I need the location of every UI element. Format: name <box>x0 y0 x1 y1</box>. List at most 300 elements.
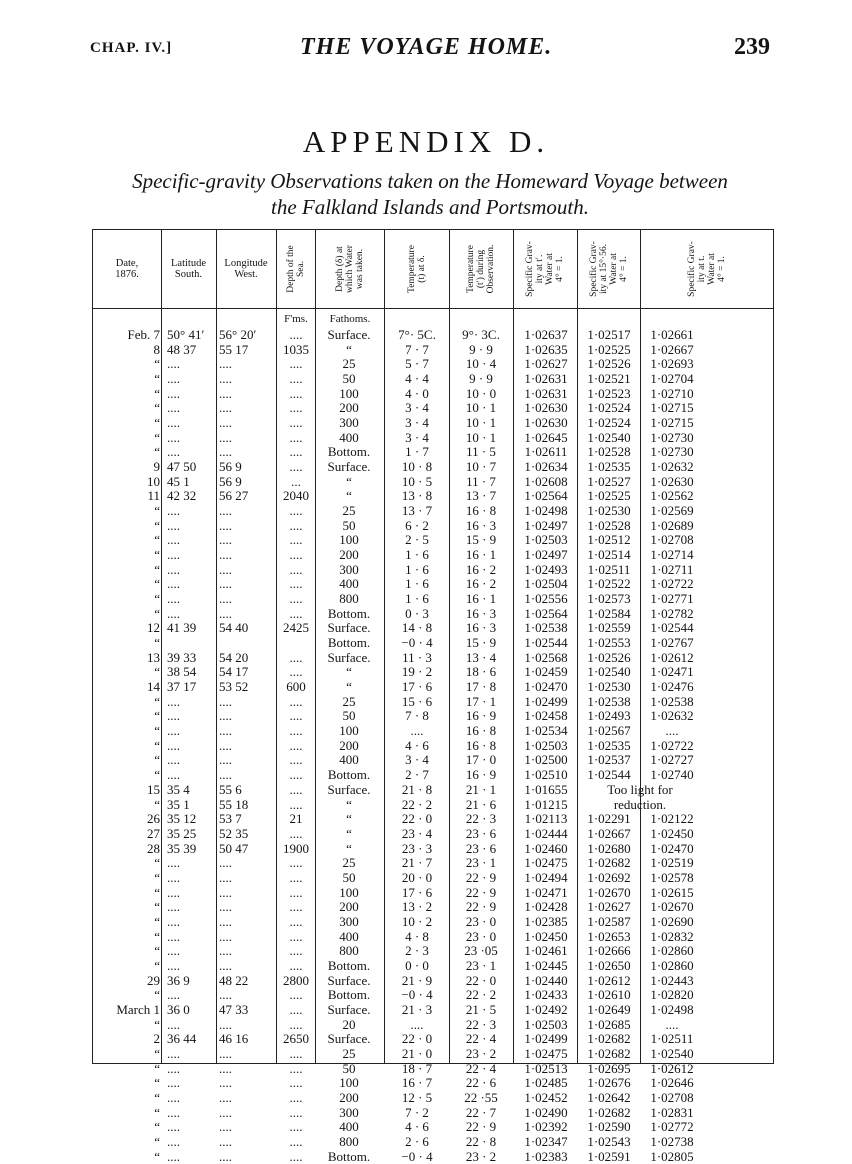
cell-longitude: 48 22 <box>219 972 249 988</box>
cell-temperature-observation: 17 · 0 <box>465 752 497 768</box>
cell-date: 26 <box>147 811 160 827</box>
cell-longitude: .... <box>219 1016 232 1032</box>
cell-sg-at-15-56: 1·02612 <box>587 972 631 988</box>
cell-sea-depth: .... <box>289 429 303 445</box>
cell-latitude: .... <box>167 855 180 871</box>
cell-temperature: 7°· 5C. <box>398 327 436 342</box>
cell-longitude: 54 20 <box>219 649 249 665</box>
cell-latitude: .... <box>167 869 180 885</box>
cell-latitude: 39 33 <box>167 649 197 665</box>
cell-water-depth: 400 <box>339 576 359 592</box>
cell-sg-at-15-56: 1·02521 <box>587 371 631 387</box>
cell-water-depth: “ <box>346 811 352 827</box>
cell-sg-at-15-56: 1·02584 <box>587 605 631 621</box>
header-water-depth <box>315 230 384 308</box>
cell-sea-depth: 2040 <box>283 488 309 504</box>
cell-water-depth: 100 <box>339 884 359 900</box>
cell-temperature: 7 · 2 <box>405 1104 429 1120</box>
cell-temperature: 21 · 0 <box>401 1045 433 1061</box>
cell-sg-at-15-56: 1·02523 <box>587 385 631 401</box>
cell-sg-at-t: 1·02689 <box>650 517 694 533</box>
cell-longitude: .... <box>219 899 232 915</box>
cell-temperature: 10 · 8 <box>401 459 433 475</box>
table-row <box>93 1150 773 1164</box>
cell-temperature: 10 · 2 <box>401 913 433 929</box>
cell-sg-at-t: 1·02710 <box>650 385 694 401</box>
cell-sea-depth: .... <box>289 327 303 342</box>
cell-sg-at-t-prime: 1·02635 <box>524 341 568 357</box>
cell-sea-depth: .... <box>289 1075 303 1091</box>
cell-date: “ <box>154 532 160 548</box>
cell-sg-at-t-prime: 1·02452 <box>524 1089 568 1105</box>
cell-sea-depth: .... <box>289 943 303 959</box>
cell-sg-at-t-prime: 1·02490 <box>524 1104 568 1120</box>
cell-sg-at-15-56: 1·02537 <box>587 752 631 768</box>
table-row <box>93 856 773 871</box>
cell-date: 11 <box>147 488 160 504</box>
cell-latitude: .... <box>167 987 180 1003</box>
cell-sg-at-15-56: 1·02682 <box>587 1031 631 1047</box>
cell-sg-at-15-56: 1·02553 <box>587 635 631 651</box>
cell-sg-at-t: 1·02569 <box>650 503 694 519</box>
cell-temperature: 4 · 8 <box>405 928 429 944</box>
cell-date: “ <box>154 356 160 372</box>
cell-temperature-observation: 23 · 2 <box>465 1148 497 1164</box>
cell-sg-at-15-56: 1·02543 <box>587 1133 631 1149</box>
cell-latitude: .... <box>167 737 180 753</box>
cell-sg-at-t-prime: 1·02499 <box>524 1031 568 1047</box>
cell-sg-at-t-prime: 1·02499 <box>524 693 568 709</box>
cell-sg-at-t-prime: 1·02608 <box>524 473 568 489</box>
cell-date: 28 <box>147 840 160 856</box>
cell-sg-at-15-56: 1·02524 <box>587 400 631 416</box>
cell-water-depth: 300 <box>339 415 359 431</box>
cell-sg-at-t-prime: 1·02113 <box>524 811 568 827</box>
cell-sg-at-t-prime: 1·02470 <box>524 679 568 695</box>
cell-sea-depth: .... <box>289 1133 303 1149</box>
cell-date: 29 <box>147 972 160 988</box>
table-row <box>93 930 773 945</box>
cell-sg-at-t: 1·02612 <box>650 649 694 665</box>
cell-sea-depth: .... <box>289 605 303 621</box>
cell-sg-at-t: 1·02538 <box>650 693 694 709</box>
cell-temperature-observation: 17 · 1 <box>465 693 497 709</box>
cell-sg-at-t: 1·02498 <box>650 1001 694 1017</box>
cell-latitude: 41 39 <box>167 620 197 636</box>
cell-sg-at-15-56: 1·02692 <box>587 869 631 885</box>
cell-date: 12 <box>147 620 160 636</box>
cell-temperature: 2 · 5 <box>405 532 429 548</box>
table-row <box>93 944 773 959</box>
cell-sea-depth: .... <box>289 532 303 548</box>
header-sea-depth-text: Depth of the Sea. <box>285 245 306 293</box>
cell-temperature: −0 · 4 <box>401 987 433 1003</box>
cell-sg-at-t: 1·02511 <box>650 1031 694 1047</box>
cell-sea-depth: .... <box>289 649 303 665</box>
cell-date: “ <box>154 1045 160 1061</box>
cell-longitude: .... <box>219 987 232 1003</box>
cell-longitude: 52 35 <box>219 825 249 841</box>
header-sg-at-15-56-text: Specific Grav- ity at 15°·56. Water at 4° = 1. <box>588 241 629 297</box>
cell-temperature: 1 · 6 <box>405 561 429 577</box>
table-body <box>93 328 773 1164</box>
cell-longitude: .... <box>219 723 232 739</box>
cell-temperature-observation: 10 · 4 <box>465 356 497 372</box>
cell-water-depth: “ <box>346 488 352 504</box>
cell-latitude: .... <box>167 605 180 621</box>
cell-longitude: .... <box>219 400 232 416</box>
cell-latitude: .... <box>167 444 180 460</box>
cell-date: Feb. 7 <box>127 327 160 342</box>
cell-sg-at-t-prime: 1·02440 <box>524 972 568 988</box>
cell-sg-at-15-56: 1·02649 <box>587 1001 631 1017</box>
cell-date: 8 <box>153 341 160 357</box>
cell-temperature-observation: 10 · 1 <box>465 400 497 416</box>
cell-latitude: .... <box>167 576 180 592</box>
cell-latitude: .... <box>167 899 180 915</box>
cell-sg-at-15-56: 1·02535 <box>587 459 631 475</box>
cell-sea-depth: .... <box>289 400 303 416</box>
cell-temperature-observation: 21 · 6 <box>465 796 497 812</box>
cell-sg-at-15-56: 1·02512 <box>587 532 631 548</box>
cell-sg-at-t-prime: 1·02556 <box>524 591 568 607</box>
cell-latitude: .... <box>167 1089 180 1105</box>
cell-longitude: .... <box>219 532 232 548</box>
cell-temperature-observation: 23 ·05 <box>464 943 498 959</box>
cell-water-depth: Bottom. <box>327 605 371 621</box>
cell-sg-at-15-56: 1·02590 <box>587 1119 631 1135</box>
cell-temperature-observation: 22 · 4 <box>465 1031 497 1047</box>
cell-sg-at-t-prime: 1·02392 <box>524 1119 568 1135</box>
cell-date: 10 <box>147 473 160 489</box>
cell-water-depth: 20 <box>342 1016 356 1032</box>
cell-date: “ <box>154 752 160 768</box>
cell-date: “ <box>154 987 160 1003</box>
cell-temperature-observation: 22 · 8 <box>465 1133 497 1149</box>
cell-latitude: .... <box>167 385 180 401</box>
table-row <box>93 812 773 827</box>
cell-sg-at-15-56: 1·02680 <box>587 840 631 856</box>
cell-water-depth: 25 <box>342 356 356 372</box>
cell-date: 13 <box>147 649 160 665</box>
cell-sg-at-t-prime: 1·02385 <box>524 913 568 929</box>
cell-longitude: 56 9 <box>219 473 242 489</box>
cell-sg-at-t-prime: 1·02458 <box>524 708 568 724</box>
cell-latitude: 48 37 <box>167 341 197 357</box>
cell-sg-at-t-prime: 1·02510 <box>524 767 568 783</box>
cell-temperature: 18 · 7 <box>401 1060 433 1076</box>
cell-latitude: .... <box>167 957 180 973</box>
cell-sea-depth: .... <box>289 708 303 724</box>
cell-water-depth: Surface. <box>327 459 371 475</box>
table-row <box>93 504 773 519</box>
cell-sg-at-t: 1·02740 <box>650 767 694 783</box>
table-row <box>93 533 773 548</box>
units-row <box>93 313 773 327</box>
cell-longitude <box>219 636 275 651</box>
cell-temperature: 4 · 0 <box>405 385 429 401</box>
cell-latitude: .... <box>167 356 180 372</box>
cell-date: “ <box>154 1133 160 1149</box>
cell-sg-at-t-prime: 1·02460 <box>524 840 568 856</box>
table-row <box>93 416 773 431</box>
cell-temperature: 14 · 8 <box>401 620 433 636</box>
cell-sg-at-t: 1·02722 <box>650 576 694 592</box>
cell-water-depth: 50 <box>342 517 356 533</box>
cell-date: “ <box>154 1075 160 1091</box>
table-caption <box>90 168 770 220</box>
cell-date: “ <box>154 884 160 900</box>
cell-sg-at-15-56: 1·02538 <box>587 693 631 709</box>
cell-temperature-observation: 22 · 9 <box>465 899 497 915</box>
cell-date: 14 <box>147 679 160 695</box>
cell-longitude: .... <box>219 1089 232 1105</box>
cell-water-depth: 300 <box>339 913 359 929</box>
cell-water-depth: 25 <box>342 855 356 871</box>
cell-sea-depth: .... <box>289 385 303 401</box>
cell-water-depth: 400 <box>339 1119 359 1135</box>
cell-sg-at-t: .... <box>665 1016 679 1032</box>
cell-temperature-observation: 22 · 3 <box>465 811 497 827</box>
cell-longitude: .... <box>219 371 232 387</box>
cell-sea-depth: .... <box>289 547 303 563</box>
cell-latitude: .... <box>167 415 180 431</box>
cell-latitude: 35 1 <box>167 796 190 812</box>
cell-latitude: .... <box>167 1075 180 1091</box>
cell-longitude: .... <box>219 928 232 944</box>
cell-date: “ <box>154 708 160 724</box>
cell-latitude: .... <box>167 752 180 768</box>
cell-sg-at-t: 1·02730 <box>650 429 694 445</box>
table-row <box>93 636 773 651</box>
cell-temperature-observation: 10 · 0 <box>465 385 497 401</box>
cell-sea-depth: .... <box>289 957 303 973</box>
header-temperature-observation-text: Temperature (t′) during Observation. <box>466 244 496 294</box>
cell-latitude: .... <box>167 723 180 739</box>
table-row <box>93 1106 773 1121</box>
cell-sg-at-t: 1·02632 <box>650 708 694 724</box>
cell-sg-at-t-prime: 1·02475 <box>524 855 568 871</box>
cell-longitude: .... <box>219 605 232 621</box>
table-row <box>93 460 773 475</box>
cell-sg-at-15-56: 1·02528 <box>587 444 631 460</box>
cell-temperature: 10 · 5 <box>401 473 433 489</box>
cell-latitude: 35 12 <box>167 811 197 827</box>
cell-water-depth: 400 <box>339 928 359 944</box>
cell-sg-at-15-56: 1·02540 <box>587 429 631 445</box>
cell-longitude: .... <box>219 1104 232 1120</box>
header-longitude: Longitude West. <box>224 257 268 280</box>
cell-temperature: 5 · 7 <box>405 356 429 372</box>
cell-sg-at-t-prime: 1·02383 <box>524 1148 568 1164</box>
cell-temperature: 17 · 6 <box>401 679 433 695</box>
cell-date: “ <box>154 547 160 563</box>
header-sg-at-t-prime-text: Specific Grav- ity at t′. Water at 4° = 1. <box>525 241 565 297</box>
cell-date: “ <box>154 1148 160 1164</box>
cell-sg-at-15-56: 1·02587 <box>587 913 631 929</box>
cell-longitude: 47 33 <box>219 1001 249 1017</box>
cell-temperature-observation: 11 · 7 <box>466 473 496 489</box>
cell-sg-at-t: 1·02632 <box>650 459 694 475</box>
cell-temperature: 2 · 3 <box>405 943 429 959</box>
cell-sea-depth: .... <box>289 561 303 577</box>
cell-date: “ <box>154 635 160 651</box>
cell-date: “ <box>154 576 160 592</box>
cell-date: “ <box>154 517 160 533</box>
cell-latitude: .... <box>167 1016 180 1032</box>
cell-temperature-observation: 16 · 2 <box>465 576 497 592</box>
cell-sg-at-t-prime: 1·02634 <box>524 459 568 475</box>
cell-temperature-observation: 16 · 9 <box>465 708 497 724</box>
cell-longitude: .... <box>219 884 232 900</box>
cell-temperature-observation: 13 · 4 <box>465 649 497 665</box>
cell-sg-at-t-prime: 1·02475 <box>524 1045 568 1061</box>
cell-longitude: 55 17 <box>219 341 249 357</box>
cell-sea-depth: .... <box>289 869 303 885</box>
cell-temperature-observation: 22 · 4 <box>465 1060 497 1076</box>
cell-sg-at-15-56: 1·02559 <box>587 620 631 636</box>
cell-temperature: 0 · 0 <box>405 957 429 973</box>
cell-temperature-observation: 23 · 0 <box>465 913 497 929</box>
cell-water-depth: 100 <box>339 385 359 401</box>
cell-sea-depth: .... <box>289 517 303 533</box>
cell-temperature-observation: 10 · 1 <box>465 429 497 445</box>
cell-latitude: .... <box>167 503 180 519</box>
cell-date: “ <box>154 561 160 577</box>
unit-fathoms-depth: Fathoms. <box>329 313 371 325</box>
table-row <box>93 621 773 636</box>
cell-water-depth: 50 <box>342 708 356 724</box>
cell-sg-at-t-prime: 1·02564 <box>524 605 568 621</box>
cell-latitude: .... <box>167 400 180 416</box>
cell-sg-at-t: 1·02782 <box>650 605 694 621</box>
cell-sea-depth: .... <box>289 928 303 944</box>
cell-date: “ <box>154 767 160 783</box>
cell-sg-at-t: 1·02860 <box>650 943 694 959</box>
cell-longitude: 54 40 <box>219 620 249 636</box>
cell-latitude: 50° 41′ <box>167 327 205 342</box>
cell-longitude: .... <box>219 708 232 724</box>
cell-water-depth: 25 <box>342 693 356 709</box>
cell-temperature: 17 · 6 <box>401 884 433 900</box>
cell-sg-at-15-56: 1·02573 <box>587 591 631 607</box>
cell-temperature: 0 · 3 <box>405 605 429 621</box>
cell-date: 2 <box>153 1031 160 1047</box>
cell-temperature: 22 · 0 <box>401 1031 433 1047</box>
cell-longitude: 55 6 <box>219 781 242 797</box>
cell-sea-depth: .... <box>289 1045 303 1061</box>
cell-sea-depth: .... <box>289 415 303 431</box>
cell-sea-depth: .... <box>289 664 303 680</box>
cell-latitude: .... <box>167 547 180 563</box>
cell-water-depth: 200 <box>339 1089 359 1105</box>
cell-water-depth: Surface. <box>327 327 371 342</box>
cell-latitude: 35 4 <box>167 781 190 797</box>
cell-longitude: .... <box>219 943 232 959</box>
cell-longitude: 53 52 <box>219 679 249 695</box>
table-row <box>93 372 773 387</box>
cell-temperature-observation: 16 · 3 <box>465 620 497 636</box>
cell-temperature: 7 · 8 <box>405 708 429 724</box>
cell-sg-at-15-56: 1·02514 <box>587 547 631 563</box>
cell-temperature: 13 · 8 <box>401 488 433 504</box>
table-row <box>93 842 773 857</box>
cell-longitude: .... <box>219 1060 232 1076</box>
cell-temperature: 1 · 6 <box>405 591 429 607</box>
cell-temperature: 13 · 2 <box>401 899 433 915</box>
cell-latitude: .... <box>167 1119 180 1135</box>
table-row <box>93 695 773 710</box>
cell-temperature: .... <box>410 723 424 739</box>
cell-longitude: .... <box>219 1133 232 1149</box>
table-row <box>93 680 773 695</box>
cell-longitude: .... <box>219 957 232 973</box>
cell-sg-at-t: 1·02715 <box>650 400 694 416</box>
cell-longitude: 53 7 <box>219 811 242 827</box>
cell-sg-at-t-prime: 1·02637 <box>524 327 568 342</box>
cell-sg-at-t: 1·02714 <box>650 547 694 563</box>
table-row <box>93 577 773 592</box>
cell-longitude: .... <box>219 561 232 577</box>
cell-sg-at-15-56: 1·02670 <box>587 884 631 900</box>
cell-sg-at-t: 1·02661 <box>650 327 694 342</box>
cell-water-depth: Bottom. <box>327 1148 371 1164</box>
cell-longitude: .... <box>219 855 232 871</box>
cell-water-depth: 200 <box>339 899 359 915</box>
cell-latitude: 35 25 <box>167 825 197 841</box>
cell-date: “ <box>154 605 160 621</box>
cell-water-depth: “ <box>346 825 352 841</box>
cell-sg-at-t: 1·02715 <box>650 415 694 431</box>
cell-sg-at-t-prime: 1·02494 <box>524 869 568 885</box>
cell-sea-depth: .... <box>289 693 303 709</box>
cell-water-depth: Surface. <box>327 1031 371 1047</box>
cell-temperature: 23 · 3 <box>401 840 433 856</box>
cell-longitude: 56° 20′ <box>219 327 257 342</box>
cell-temperature-observation: 13 · 7 <box>465 488 497 504</box>
cell-temperature-observation: 9 · 9 <box>469 371 493 387</box>
cell-date: “ <box>154 415 160 431</box>
header-sg-at-15-56 <box>577 230 640 308</box>
cell-latitude: 47 50 <box>167 459 197 475</box>
cell-latitude: 36 0 <box>167 1001 190 1017</box>
cell-sg-at-15-56: 1·02540 <box>587 664 631 680</box>
cell-longitude: .... <box>219 429 232 445</box>
cell-sg-at-t-prime: 1·02500 <box>524 752 568 768</box>
cell-sg-at-t-prime: 1·02611 <box>524 444 568 460</box>
cell-temperature-observation: 22 · 7 <box>465 1104 497 1120</box>
header-sg-at-t-prime <box>513 230 577 308</box>
table-row <box>93 431 773 446</box>
cell-sg-at-15-56: 1·02667 <box>587 825 631 841</box>
table-row <box>93 915 773 930</box>
cell-date: “ <box>154 429 160 445</box>
cell-note: reduction. <box>613 796 667 812</box>
caption-line-2: the Falkland Islands and Portsmouth. <box>271 195 589 219</box>
cell-sg-at-15-56: 1·02666 <box>587 943 631 959</box>
cell-water-depth: “ <box>346 664 352 680</box>
cell-sg-at-15-56: 1·02526 <box>587 649 631 665</box>
table-row <box>93 886 773 901</box>
cell-latitude: .... <box>167 943 180 959</box>
cell-latitude: 35 39 <box>167 840 197 856</box>
cell-sg-at-t-prime: 1·02568 <box>524 649 568 665</box>
caption-line-1: Specific-gravity Observations taken on the Homeward Voyage between <box>132 169 728 193</box>
table-row <box>93 1047 773 1062</box>
cell-sea-depth: .... <box>289 752 303 768</box>
cell-sg-at-t-prime: 1·02503 <box>524 737 568 753</box>
cell-sg-at-t: 1·02693 <box>650 356 694 372</box>
